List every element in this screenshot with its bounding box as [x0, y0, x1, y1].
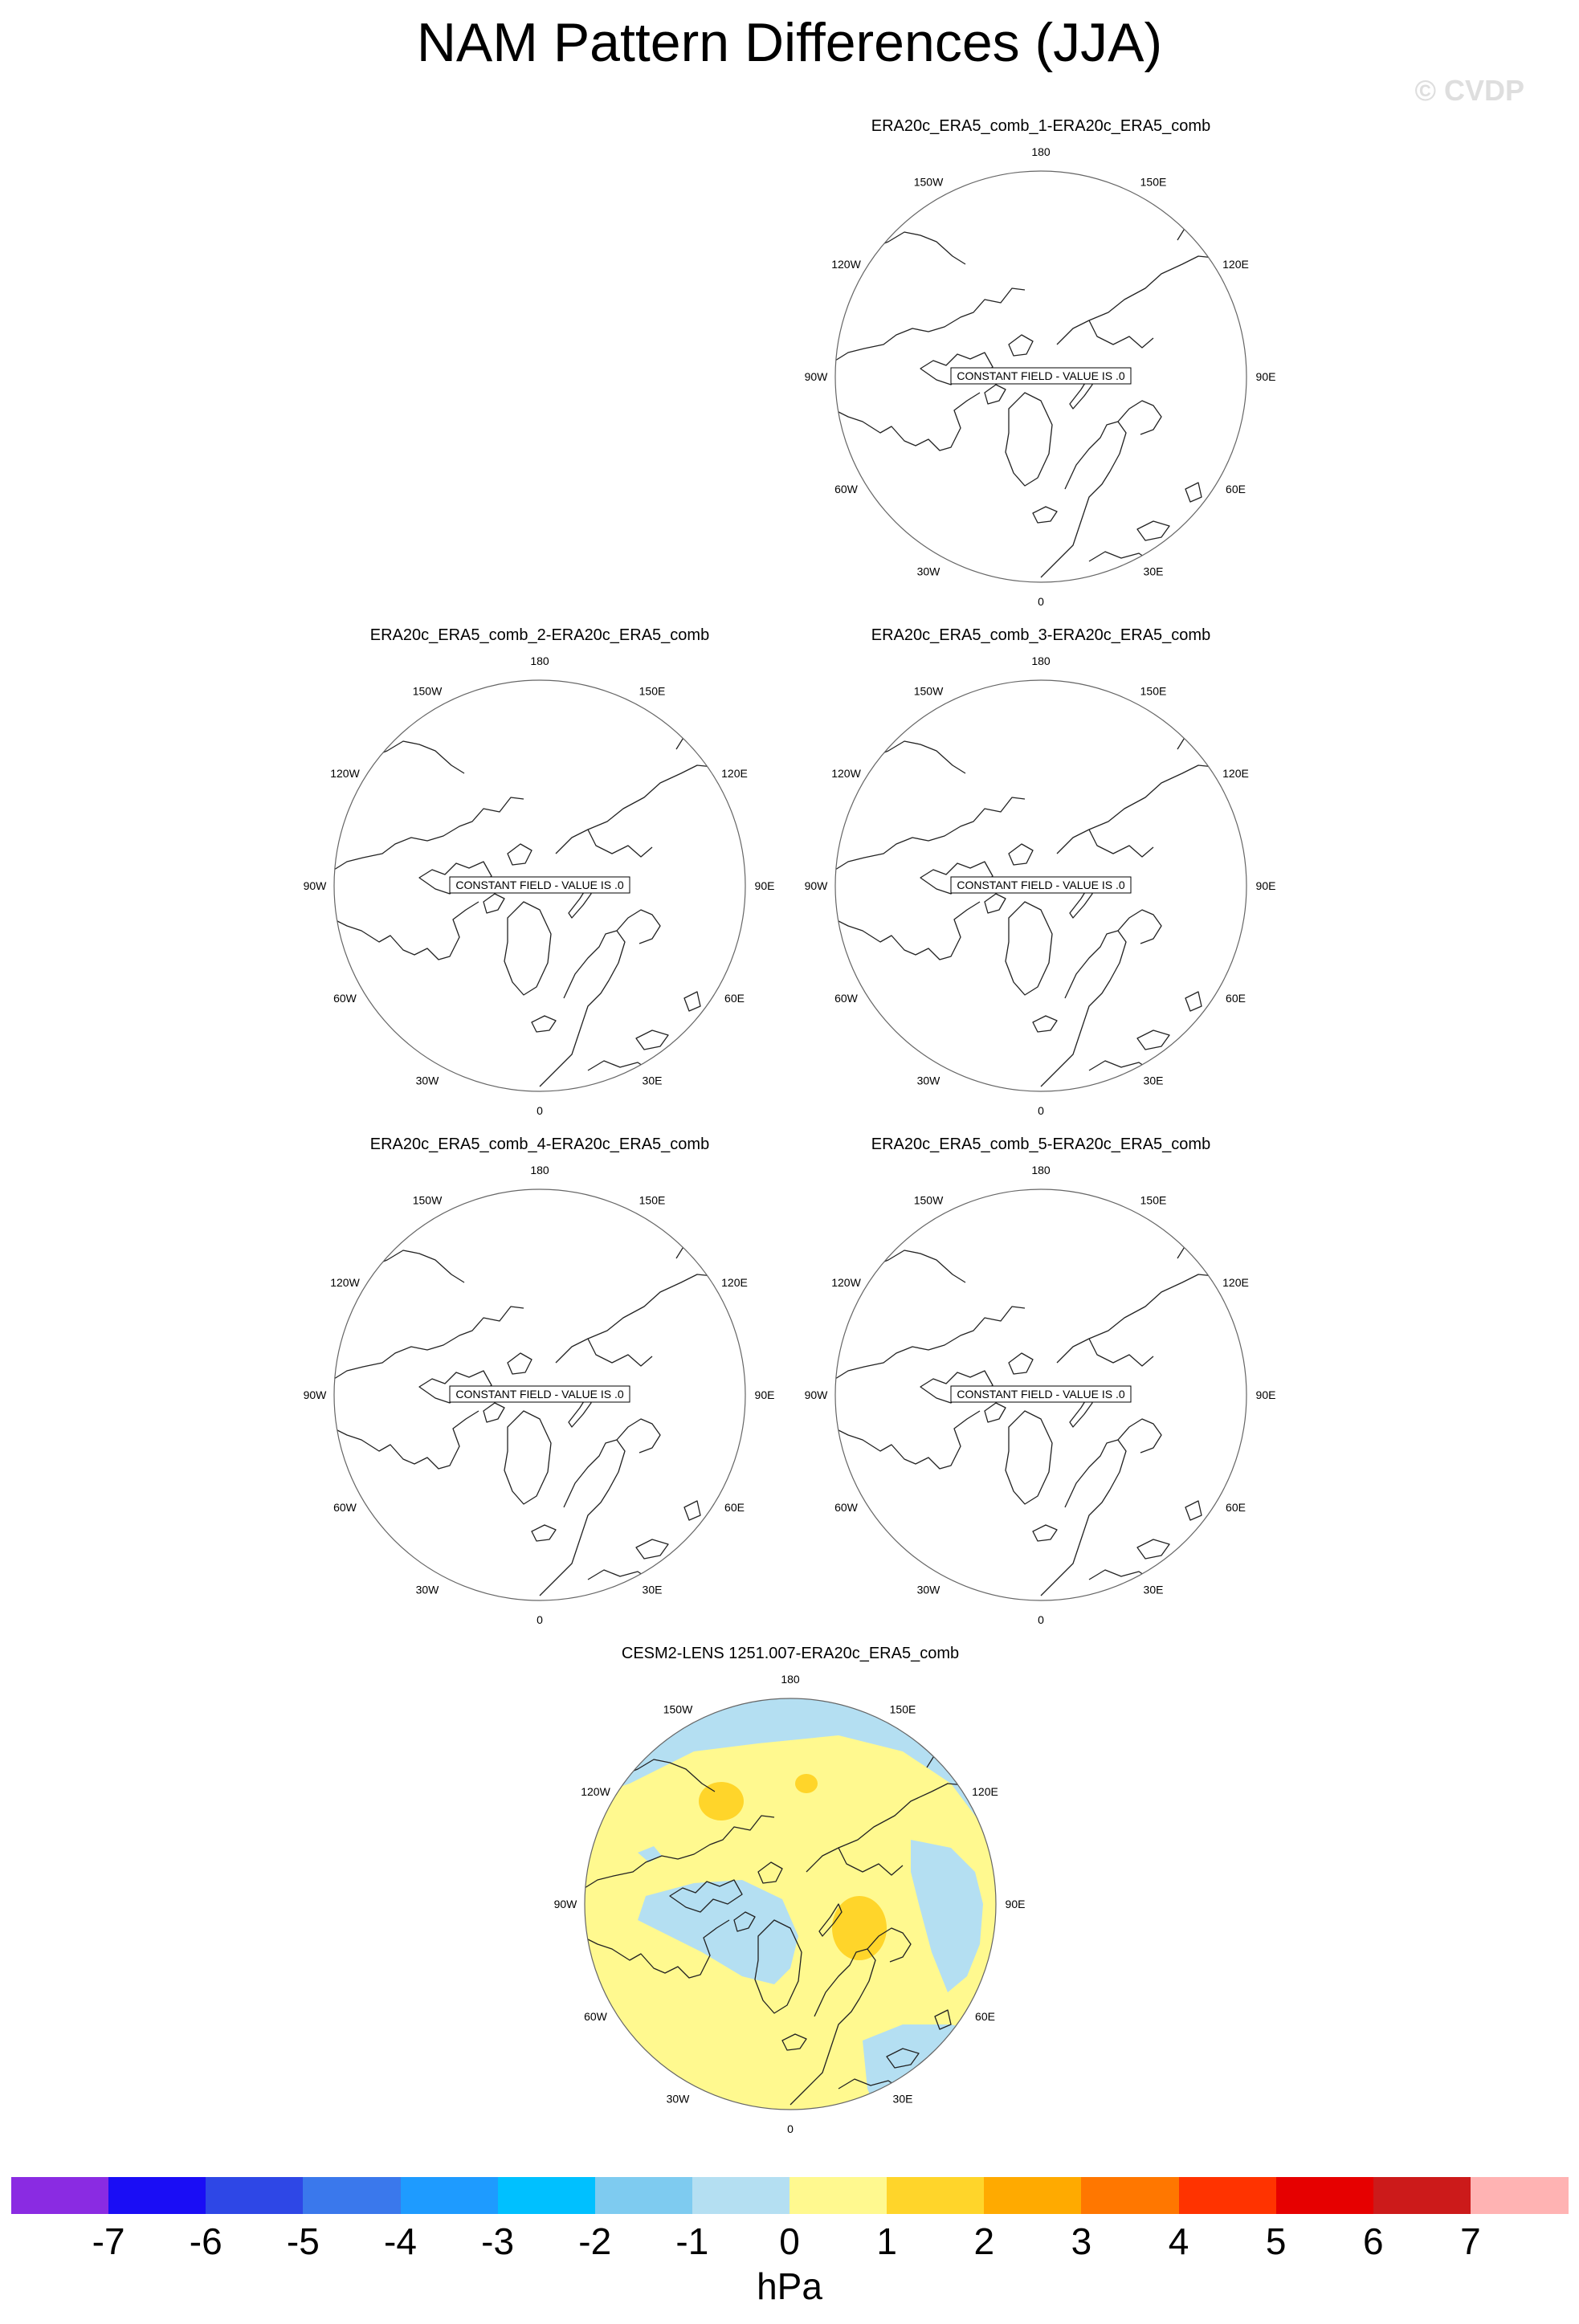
- longitude-label: 60W: [584, 2010, 607, 2023]
- longitude-label: 150W: [412, 1193, 443, 1207]
- colorbar-segment: [11, 2177, 109, 2214]
- colorbar-segment: [401, 2177, 499, 2214]
- constant-field-text: CONSTANT FIELD - VALUE IS .0: [957, 369, 1125, 382]
- longitude-label: 150E: [1140, 1193, 1167, 1207]
- longitude-label: 0: [537, 1104, 543, 1117]
- colorbar-segment: [1373, 2177, 1471, 2214]
- colorbar-tick-label: -1: [675, 2220, 709, 2262]
- colorbar-segment: [692, 2177, 790, 2214]
- longitude-label: 30E: [642, 1074, 663, 1087]
- longitude-label: 180: [530, 1164, 549, 1176]
- constant-field-box: [450, 1386, 630, 1402]
- longitude-label: 90W: [804, 370, 828, 383]
- longitude-label: 60W: [333, 1501, 357, 1514]
- longitude-label: 90W: [804, 879, 828, 892]
- longitude-label: 30W: [666, 2092, 690, 2106]
- longitude-label: 60W: [834, 1501, 858, 1514]
- colorbar-tick-label: 2: [973, 2220, 995, 2262]
- longitude-label: 150W: [663, 1702, 693, 1716]
- colorbar-segment: [206, 2177, 304, 2214]
- longitude-label: 120E: [1222, 1276, 1249, 1289]
- longitude-label: 60W: [333, 992, 357, 1005]
- constant-field-text: CONSTANT FIELD - VALUE IS .0: [455, 879, 624, 891]
- longitude-label: 120W: [330, 767, 360, 780]
- longitude-label: 120W: [831, 767, 861, 780]
- longitude-label: 60W: [834, 483, 858, 495]
- colorbar-tick-label: 0: [779, 2220, 800, 2262]
- longitude-label: 0: [787, 2122, 794, 2135]
- colorbar-tick-label: 7: [1460, 2220, 1481, 2262]
- colorbar-segment: [595, 2177, 693, 2214]
- longitude-label: 90E: [1255, 370, 1276, 383]
- panel-title: ERA20c_ERA5_comb_4-ERA20c_ERA5_comb: [369, 1135, 710, 1153]
- panel-title: ERA20c_ERA5_comb_1-ERA20c_ERA5_comb: [871, 117, 1211, 135]
- longitude-label: 150W: [913, 1193, 944, 1207]
- panel-title: CESM2-LENS 1251.007-ERA20c_ERA5_comb: [621, 1645, 960, 1662]
- longitude-label: 90W: [303, 879, 327, 892]
- longitude-label: 0: [537, 1613, 543, 1626]
- contour-fill-1-2: [795, 1774, 818, 1793]
- contour-fill-1-2: [699, 1782, 744, 1820]
- colorbar-segment: [108, 2177, 206, 2214]
- longitude-label: 30E: [642, 1583, 663, 1596]
- map-panel-3: [804, 626, 1276, 1117]
- longitude-label: 120E: [972, 1785, 998, 1798]
- colorbar-segment: [887, 2177, 985, 2214]
- colorbar-segment: [1276, 2177, 1374, 2214]
- longitude-label: 30W: [916, 565, 940, 578]
- polar-stereographic-map: [804, 145, 1276, 608]
- polar-stereographic-map: [804, 1164, 1276, 1626]
- longitude-label: 180: [1031, 1164, 1051, 1176]
- longitude-label: 90E: [754, 879, 775, 892]
- longitude-label: 150W: [913, 175, 944, 189]
- colorbar-segment: [1471, 2177, 1569, 2214]
- longitude-label: 90W: [804, 1388, 828, 1401]
- colorbar-unit-label: hPa: [757, 2265, 822, 2307]
- map-panel-4: [303, 1135, 775, 1626]
- longitude-label: 150W: [412, 684, 443, 698]
- longitude-label: 30W: [415, 1583, 439, 1596]
- constant-field-box: [951, 1386, 1131, 1402]
- longitude-label: 120W: [831, 258, 861, 271]
- constant-field-text: CONSTANT FIELD - VALUE IS .0: [957, 1388, 1125, 1401]
- longitude-label: 30E: [892, 2092, 913, 2106]
- longitude-label: 60E: [724, 992, 745, 1005]
- colorbar-tick-label: -7: [92, 2220, 125, 2262]
- longitude-label: 90W: [303, 1388, 327, 1401]
- longitude-label: 150E: [889, 1702, 916, 1716]
- longitude-label: 90W: [553, 1898, 577, 1910]
- map-panel-5: [804, 1135, 1276, 1626]
- cvdp-watermark: © CVDP: [1414, 74, 1524, 107]
- polar-stereographic-map: [804, 654, 1276, 1117]
- longitude-label: 30E: [1143, 565, 1164, 578]
- polar-stereographic-map: [303, 1164, 775, 1626]
- longitude-label: 60W: [834, 992, 858, 1005]
- longitude-label: 120E: [721, 767, 748, 780]
- longitude-label: 60E: [1226, 992, 1246, 1005]
- longitude-label: 60E: [1226, 483, 1246, 495]
- colorbar-tick-label: 6: [1362, 2220, 1384, 2262]
- panel-title: ERA20c_ERA5_comb_3-ERA20c_ERA5_comb: [871, 626, 1211, 644]
- colorbar-segment: [303, 2177, 401, 2214]
- map-panel-6: [553, 1645, 1026, 2135]
- colorbar-tick-label: 3: [1071, 2220, 1092, 2262]
- longitude-label: 120E: [721, 1276, 748, 1289]
- colorbar-segment: [498, 2177, 596, 2214]
- colorbar-segment: [790, 2177, 887, 2214]
- longitude-label: 30W: [916, 1074, 940, 1087]
- panel-title: ERA20c_ERA5_comb_2-ERA20c_ERA5_comb: [369, 626, 710, 644]
- longitude-label: 0: [1038, 1613, 1044, 1626]
- colorbar-tick-label: 4: [1168, 2220, 1189, 2262]
- panel-title: ERA20c_ERA5_comb_5-ERA20c_ERA5_comb: [871, 1135, 1211, 1153]
- colorbar-tick-label: -4: [384, 2220, 417, 2262]
- constant-field-box: [450, 877, 630, 893]
- polar-stereographic-map: [553, 1673, 1026, 2135]
- longitude-label: 0: [1038, 595, 1044, 608]
- longitude-label: 60E: [724, 1501, 745, 1514]
- longitude-label: 180: [1031, 145, 1051, 158]
- longitude-label: 90E: [1005, 1898, 1026, 1910]
- longitude-label: 180: [530, 654, 549, 667]
- colorbar-tick-label: -6: [189, 2220, 222, 2262]
- longitude-label: 150W: [913, 684, 944, 698]
- contour-fill-neg1-0: [863, 2024, 999, 2134]
- contour-fill-1-2: [832, 1896, 887, 1960]
- longitude-label: 0: [1038, 1104, 1044, 1117]
- longitude-label: 150E: [1140, 175, 1167, 189]
- longitude-label: 30W: [415, 1074, 439, 1087]
- longitude-label: 120W: [831, 1276, 861, 1289]
- pressure-anomaly-field: [581, 1674, 999, 2134]
- colorbar-segment: [1179, 2177, 1277, 2214]
- colorbar-tick-label: 1: [876, 2220, 897, 2262]
- constant-field-box: [951, 368, 1131, 384]
- longitude-label: 180: [781, 1673, 800, 1686]
- colorbar-tick-label: 5: [1265, 2220, 1287, 2262]
- constant-field-box: [951, 877, 1131, 893]
- figure-title: NAM Pattern Differences (JJA): [416, 12, 1163, 73]
- polar-stereographic-map: [303, 654, 775, 1117]
- colorbar-segment: [984, 2177, 1082, 2214]
- longitude-label: 120E: [1222, 767, 1249, 780]
- longitude-label: 90E: [1255, 1388, 1276, 1401]
- longitude-label: 150E: [1140, 684, 1167, 698]
- map-panel-2: [303, 626, 775, 1117]
- longitude-label: 120W: [330, 1276, 360, 1289]
- colorbar-tick-label: -5: [286, 2220, 320, 2262]
- longitude-label: 150E: [639, 684, 666, 698]
- longitude-label: 30E: [1143, 1074, 1164, 1087]
- longitude-label: 60E: [1226, 1501, 1246, 1514]
- colorbar: [11, 2177, 1568, 2214]
- longitude-label: 120E: [1222, 258, 1249, 271]
- colorbar-tick-label: -3: [481, 2220, 515, 2262]
- longitude-label: 120W: [581, 1785, 610, 1798]
- longitude-label: 150E: [639, 1193, 666, 1207]
- constant-field-text: CONSTANT FIELD - VALUE IS .0: [957, 879, 1125, 891]
- colorbar-segment: [1081, 2177, 1179, 2214]
- map-panel-1: [804, 117, 1276, 608]
- longitude-label: 180: [1031, 654, 1051, 667]
- longitude-label: 30E: [1143, 1583, 1164, 1596]
- longitude-label: 60E: [975, 2010, 995, 2023]
- constant-field-text: CONSTANT FIELD - VALUE IS .0: [455, 1388, 624, 1401]
- longitude-label: 30W: [916, 1583, 940, 1596]
- longitude-label: 90E: [1255, 879, 1276, 892]
- colorbar-tick-label: -2: [578, 2220, 612, 2262]
- longitude-label: 90E: [754, 1388, 775, 1401]
